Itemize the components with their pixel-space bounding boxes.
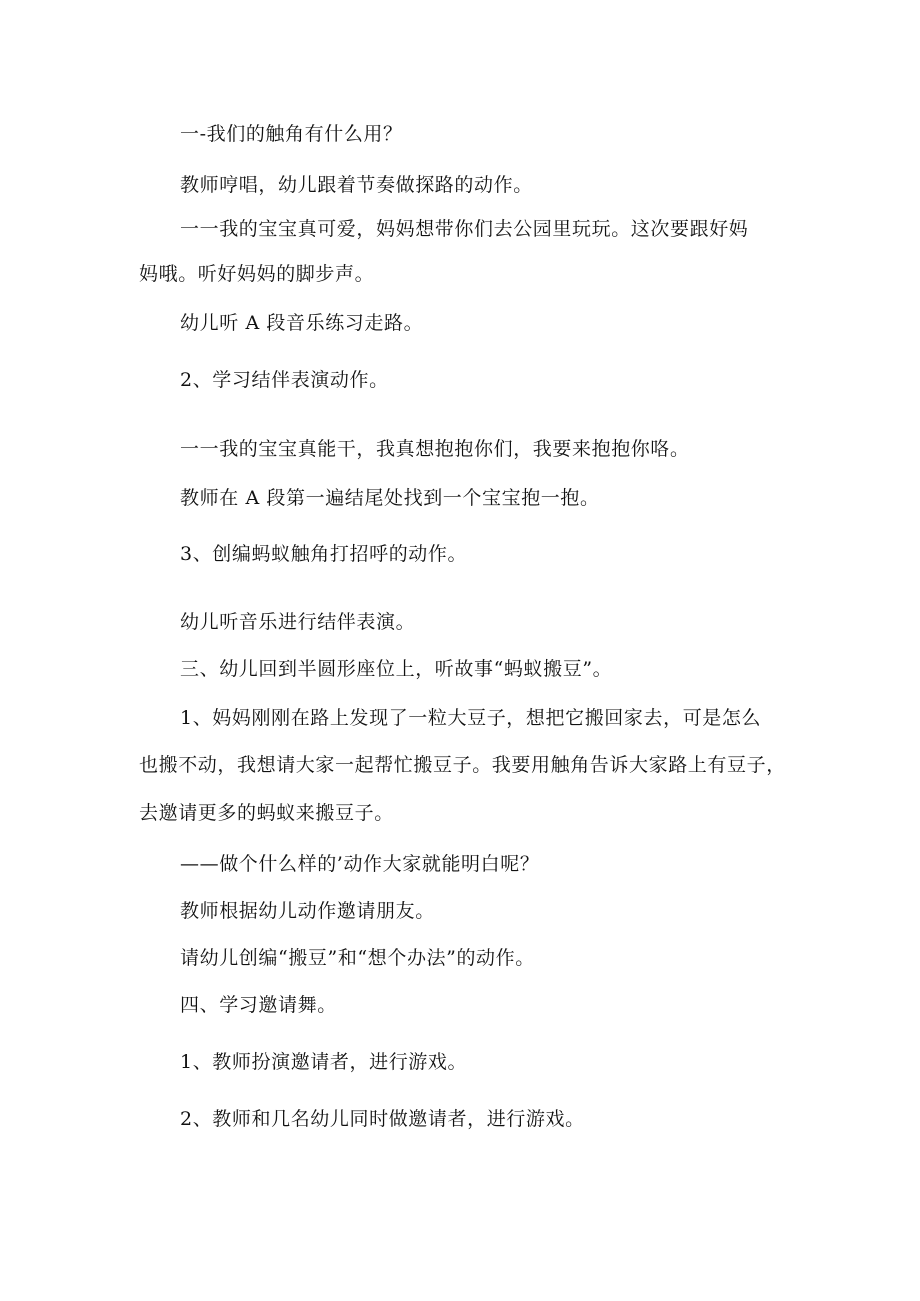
text-line: 也搬不动，我想请大家一起帮忙搬豆子。我要用触角告诉大家路上有豆子， — [139, 754, 786, 776]
text-line: 教师在 A 段第一遍结尾处找到一个宝宝抱一抱。 — [180, 487, 600, 509]
text-line: 幼儿听音乐进行结伴表演。 — [180, 611, 416, 633]
text-line: 一-我们的触角有什么用？ — [180, 123, 403, 145]
section-heading: 2、学习结伴表演动作。 — [180, 369, 389, 391]
text-line: 幼儿听 A 段音乐练习走路。 — [180, 312, 424, 334]
text-line: 一一我的宝宝真能干，我真想抱抱你们，我要来抱抱你咯。 — [180, 438, 690, 460]
section-heading: 四、学习邀请舞。 — [180, 994, 337, 1016]
section-heading: 三、幼儿回到半圆形座位上，听故事“蚂蚁搬豆”。 — [180, 658, 613, 680]
text-line: ——做个什么样的’动作大家就能明白呢？ — [180, 853, 540, 875]
text-line: 1、妈妈刚刚在路上发现了一粒大豆子，想把它搬回家去，可是怎么 — [180, 707, 762, 729]
text-line: 2、教师和几名幼儿同时做邀请者，进行游戏。 — [180, 1108, 585, 1130]
text-line: 妈哦。听好妈妈的脚步声。 — [139, 263, 375, 285]
text-line: 请幼儿创编“搬豆”和“想个办法”的动作。 — [180, 947, 535, 969]
section-heading: 3、创编蚂蚁触角打招呼的动作。 — [180, 543, 468, 565]
text-line: 教师哼唱，幼儿跟着节奏做探路的动作。 — [180, 174, 533, 196]
text-line: 教师根据幼儿动作邀请朋友。 — [180, 900, 435, 922]
text-line: 去邀请更多的蚂蚁来搬豆子。 — [139, 802, 394, 824]
text-line: 一一我的宝宝真可爱，妈妈想带你们去公园里玩玩。这次要跟好妈 — [180, 218, 749, 240]
text-line: 1、教师扮演邀请者，进行游戏。 — [180, 1051, 468, 1073]
